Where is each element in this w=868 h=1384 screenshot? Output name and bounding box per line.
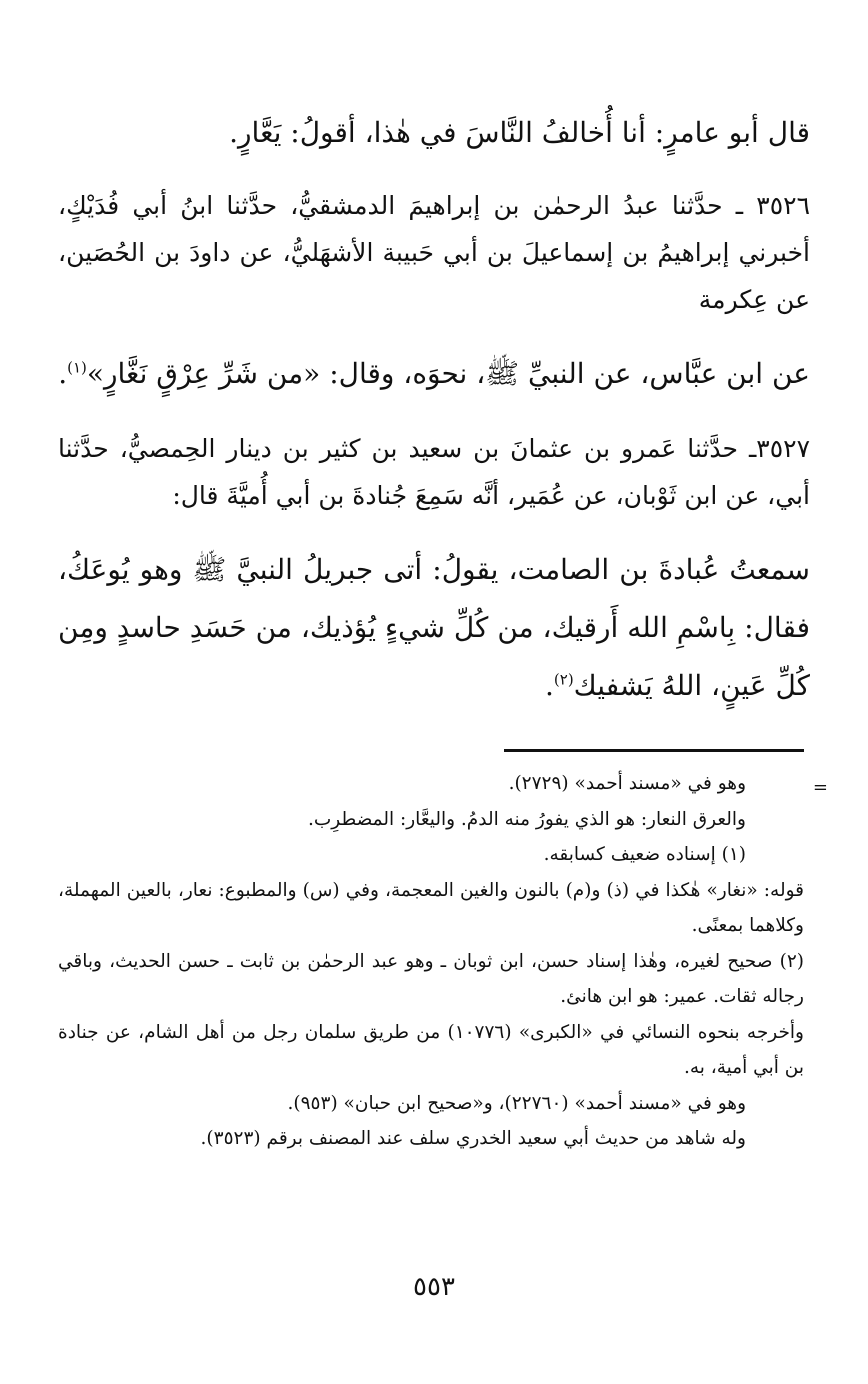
hadith-3526-end-period: . <box>58 357 68 390</box>
footnote-ref-2: (٢) <box>553 670 574 689</box>
footnote-line: وهو في «مسند أحمد» (٢٢٧٦٠)، و«صحيح ابن حبان» (٩٥٣). <box>287 1092 746 1114</box>
hadith-3526-matn-text: عن ابن عبَّاس، عن النبيِّ ﷺ، نحوَه، وقال: «من شَرِّ عِرْقٍ نَغَّارٍ» <box>86 357 810 390</box>
opening-line: قال أبو عامرٍ: أنا أُخالفُ النَّاسَ في هٰذا، أقولُ: يَعَّارٍ. <box>229 116 810 149</box>
footnote-line: (١) إسناده ضعيف كسابقه. <box>543 844 746 865</box>
hadith-3526-isnad: ٣٥٢٦ ـ حدَّثنا عبدُ الرحمٰن بن إبراهيمَ الدمشقيُّ، حدَّثنا ابنُ أبي فُدَيْكٍ، أخبرني إبراهيمُ بن إسماعيلَ بن أبي حَبيبة الأشهَليُّ، عن داودَ بن الحُصَين، عن عِكرمة <box>58 191 810 314</box>
footnotes <box>58 766 804 1157</box>
footnote-line: (٢) صحيح لغيره، وهٰذا إسناد حسن، ابن ثوبان ـ وهو عبد الرحمٰن بن ثابت ـ حسن الحديث، وباقي رجاله ثقات. عمير: هو ابن هانئ. <box>58 950 804 1007</box>
footnote-line: قوله: «نغار» هٰكذا في (ذ) و(م) بالنون والغين المعجمة، وفي (س) والمطبوع: نعار، بالعين المهملة، وكلاهما بمعنًى. <box>58 879 804 936</box>
hadith-3527-matn <box>58 541 810 715</box>
footnote-line: وهو في «مسند أحمد» (٢٧٢٩). <box>508 773 746 794</box>
continuation-mark: = <box>812 777 828 798</box>
hadith-3527-isnad: ٣٥٢٧ـ حدَّثنا عَمرو بن عثمانَ بن سعيد بن كثير بن دينار الحِمصيُّ، حدَّثنا أبي، عن ابن ثَوْبان، عن عُمَير، أنَّه سَمِعَ جُنادةَ بن أبي أُميَّةَ قال: <box>58 434 810 510</box>
footnote-line: وأخرجه بنحوه النسائي في «الكبرى» (١٠٧٧٦) من طريق سلمان رجل من أهل الشام، عن جنادة بن أبي أمية، به. <box>58 1021 804 1078</box>
main-text <box>58 104 810 715</box>
footnote-ref-1: (١) <box>67 358 87 377</box>
footnote-line: والعرق النعار: هو الذي يفورُ منه الدمُ. واليعَّار: المضطرِب. <box>307 808 746 830</box>
hadith-3527-matn-text: سمعتُ عُبادةَ بن الصامت، يقولُ: أتى جبريلُ النبيَّ ﷺ وهو يُوعَكُ، فقال: بِاسْمِ الله أَرقيك، من كُلِّ شيءٍ يُؤذيك، من حَسَدِ حاسدٍ ومِن كُلِّ عَينٍ، اللهُ يَشفيك <box>58 553 810 702</box>
page-number: ٥٥٣ <box>413 1272 455 1302</box>
hadith-3527-end-period: . <box>544 669 554 702</box>
hadith-3526-matn <box>58 345 810 403</box>
footnote-separator <box>504 749 804 752</box>
footnote-line: وله شاهد من حديث أبي سعيد الخدري سلف عند المصنف برقم (٣٥٢٣). <box>200 1128 746 1149</box>
